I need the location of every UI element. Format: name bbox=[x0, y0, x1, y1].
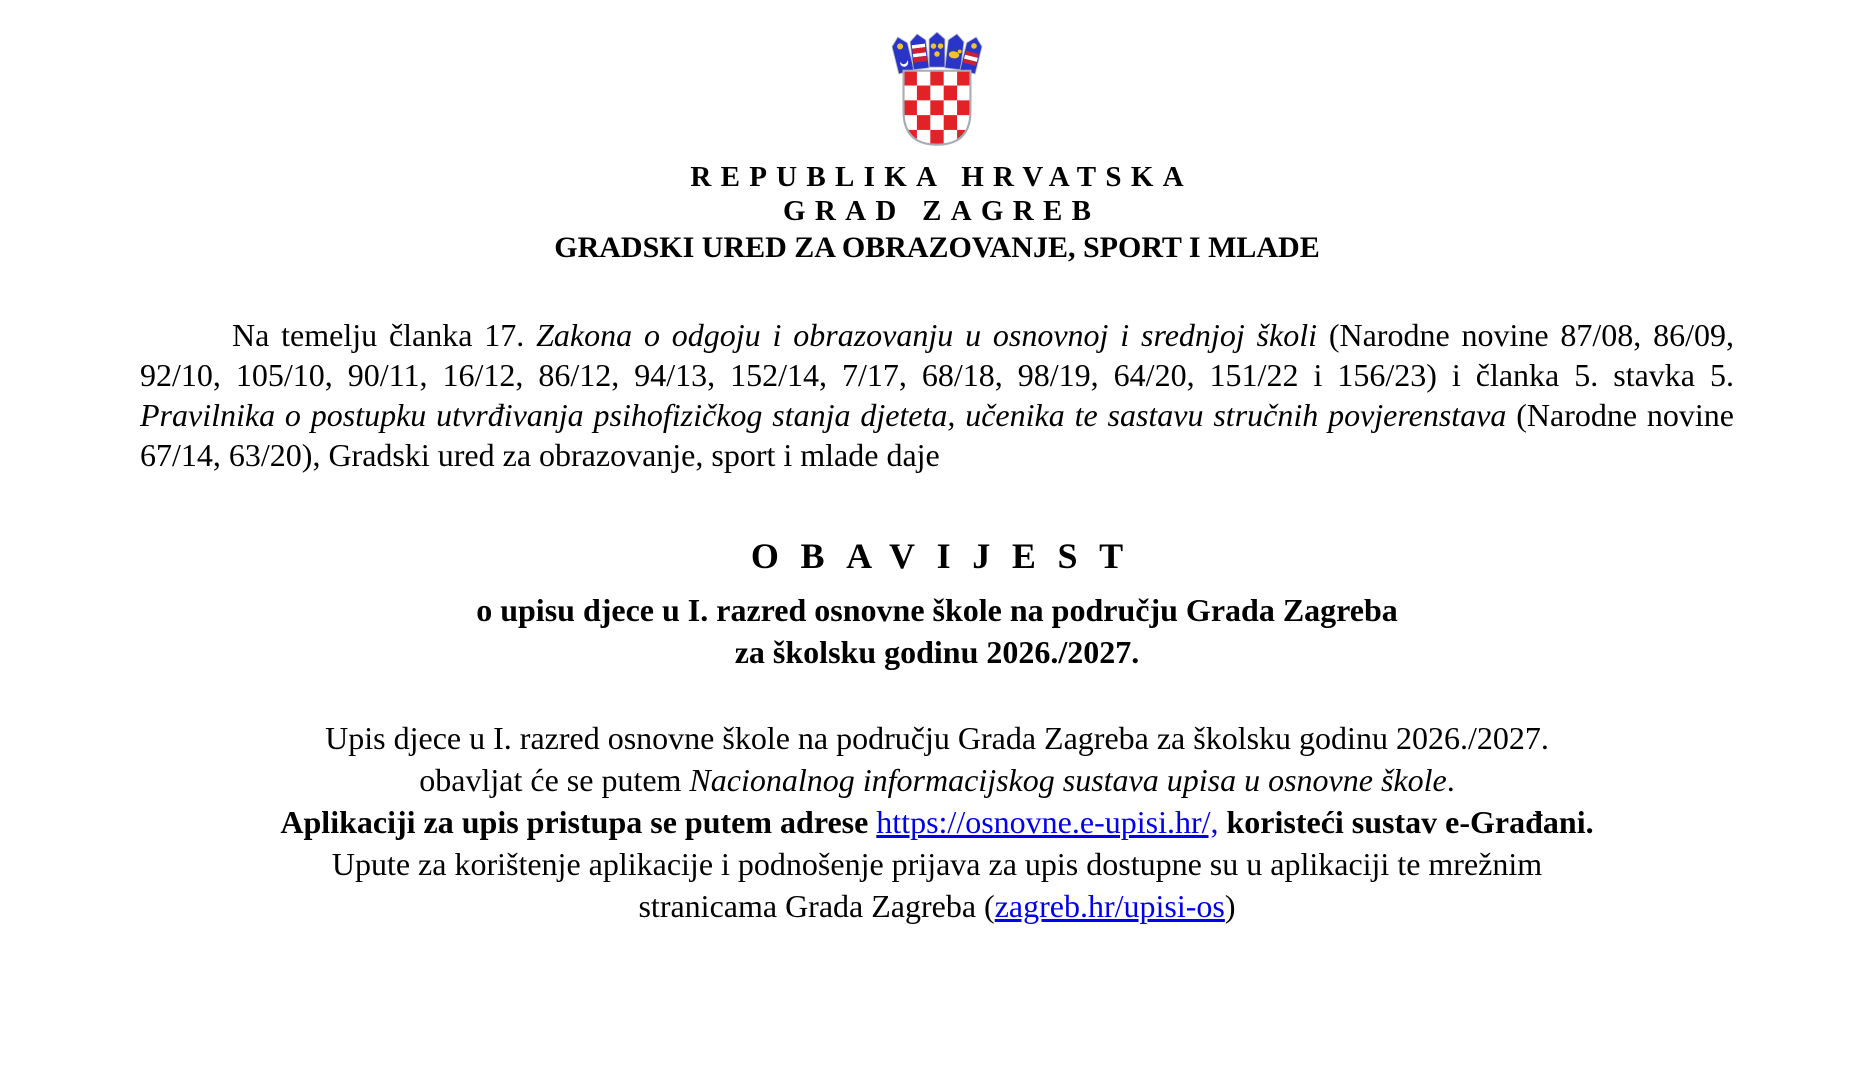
law-title-education-act: Zakona o odgoju i obrazovanju u osnovnoj i srednjoj školi bbox=[536, 317, 1317, 353]
national-system-name: Nacionalnog informacijskog sustava upisa u osnovne škole bbox=[689, 762, 1447, 798]
legal-text-part2: (Narodne novine 87/08, 86/09, 92/10, 105/10, 90/11, 16/12, 86/12, 94/13, 152/14, 7/17, 68/18, 98/19, 64/20, 151/22 i 156/23) i članka 5. stavka 5. bbox=[140, 317, 1735, 393]
law-title-rulebook: Pravilnika o postupku utvrđivanja psihofizičkog stanja djeteta, učenika te sastavu stručnih povjerenstava bbox=[140, 397, 1507, 433]
enrollment-line2 bbox=[140, 759, 1734, 801]
croatia-coat-of-arms-icon bbox=[884, 32, 990, 150]
enrollment-line5 bbox=[140, 885, 1734, 927]
legal-text-part1: Na temelju članka 17. bbox=[232, 317, 537, 353]
enrollment-line3 bbox=[140, 801, 1734, 843]
header-country: REPUBLIKA HRVATSKA bbox=[690, 161, 1193, 193]
enrollment-line2-suffix: . bbox=[1446, 762, 1455, 798]
osnovne-e-upisi-link[interactable]: https://osnovne.e-upisi.hr/, bbox=[876, 804, 1219, 840]
enrollment-line3-prefix: Aplikaciji za upis pristupa se putem adrese bbox=[280, 804, 877, 840]
enrollment-details bbox=[140, 717, 1734, 927]
header-office: GRADSKI URED ZA OBRAZOVANJE, SPORT I MLADE bbox=[554, 231, 1320, 264]
notice-subtitle-line1: o upisu djece u I. razred osnovne škole na području Grada Zagreba bbox=[476, 592, 1398, 628]
notice-subtitle-line2: za školsku godinu 2026./2027. bbox=[734, 634, 1140, 670]
enrollment-line5-suffix: ) bbox=[1224, 888, 1236, 924]
enrollment-line2-prefix: obavljat će se putem bbox=[419, 762, 690, 798]
notice-title: OBAVIJEST bbox=[750, 536, 1145, 576]
enrollment-line5-prefix: stranicama Grada Zagreba ( bbox=[638, 888, 995, 924]
enrollment-line1: Upis djece u I. razred osnovne škole na području Grada Zagreba za školsku godinu 2026./2027. bbox=[325, 720, 1549, 756]
header-city: GRAD ZAGREB bbox=[783, 195, 1101, 227]
legal-basis-paragraph bbox=[140, 315, 1734, 475]
zagreb-upisi-link[interactable]: zagreb.hr/upisi-os bbox=[994, 888, 1225, 924]
coat-of-arms bbox=[140, 32, 1734, 155]
legal-text-part3: (Narodne novine 67/14, 63/20), Gradski ured za obrazovanje, sport i mlade daje bbox=[140, 397, 1735, 473]
enrollment-line4: Upute za korištenje aplikacije i podnošenje prijava za upis dostupne su u aplikaciji te mrežnim bbox=[331, 846, 1543, 882]
enrollment-line3-suffix: koristeći sustav e-Građani. bbox=[1218, 804, 1594, 840]
